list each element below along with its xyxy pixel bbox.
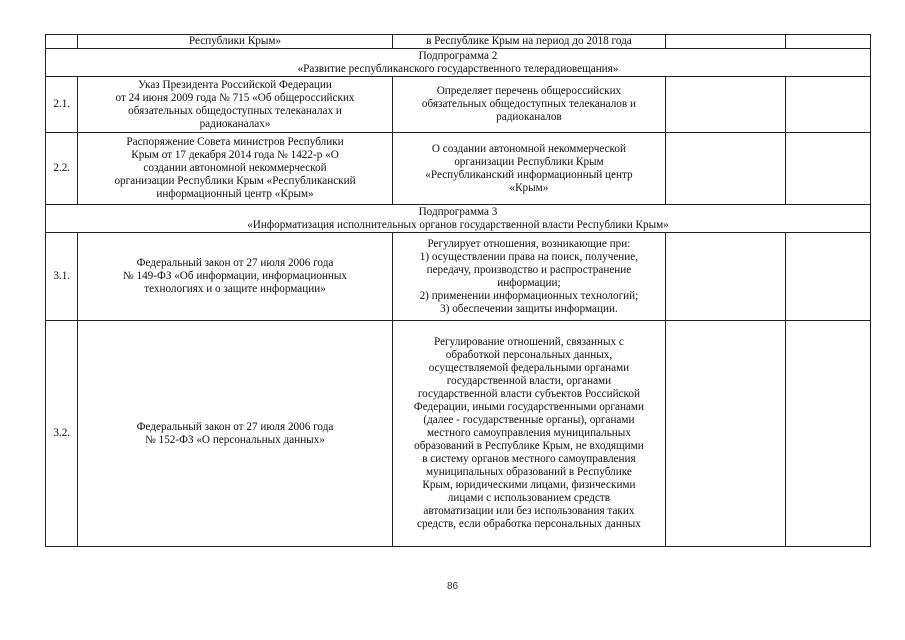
text-line: Федерации, иными государственными органами bbox=[413, 401, 644, 413]
legal-acts-table bbox=[45, 34, 871, 547]
subprogram-name: «Информатизация исполнительных органов государственной власти Республики Крым» bbox=[247, 218, 669, 231]
text-line: местного самоуправления муниципальных bbox=[426, 427, 631, 439]
text-line: Федеральный закон от 27 июля 2006 года bbox=[136, 420, 334, 433]
text-line: Регулирование отношений, связанных с bbox=[434, 336, 624, 348]
text-line: создании автономной некоммерческой bbox=[143, 162, 327, 174]
text-line: Крым, юридическими лицами, физическими bbox=[422, 479, 636, 491]
description-cell bbox=[392, 77, 666, 133]
text-line: Крым от 17 декабря 2014 года № 1422-р «О bbox=[131, 149, 339, 161]
document-cell: Республики Крым» bbox=[78, 35, 392, 49]
subprogram-2-heading bbox=[46, 49, 871, 77]
subprogram-title: Подпрограмма 2 bbox=[418, 49, 498, 62]
document-cell bbox=[78, 321, 392, 547]
subprogram-header bbox=[46, 49, 871, 77]
text-line: муниципальных образований в Республике bbox=[426, 466, 632, 478]
text-line: организации Республики Крым bbox=[454, 155, 604, 168]
table-row bbox=[46, 321, 871, 547]
row-number: 2.1. bbox=[46, 77, 78, 133]
empty-cell bbox=[785, 321, 870, 547]
description-cell bbox=[392, 233, 666, 321]
text-line: 1) осуществлении права на поиск, получение, bbox=[419, 250, 639, 263]
empty-cell bbox=[666, 321, 786, 547]
document-cell bbox=[78, 77, 392, 133]
text-line: государственной власти, органами bbox=[446, 375, 612, 387]
empty-cell bbox=[785, 133, 870, 205]
text-line: от 24 июня 2009 года № 715 «Об общероссийских bbox=[115, 91, 355, 104]
text-line: Распоряжение Совета министров Республики bbox=[126, 136, 344, 148]
description-cell bbox=[392, 133, 666, 205]
text-line: обязательных общедоступных телеканалах и bbox=[128, 104, 342, 117]
text-line: образований в Республике Крым, не входящими bbox=[414, 440, 644, 452]
subprogram-name: «Развитие республиканского государственного телерадиовещания» bbox=[297, 62, 619, 75]
text-line: государственной власти субъектов Российской bbox=[417, 388, 640, 400]
text-line: информации; bbox=[497, 276, 561, 289]
row-number: 3.1. bbox=[46, 233, 78, 321]
description-cell bbox=[392, 321, 666, 547]
empty-cell bbox=[785, 77, 870, 133]
empty-cell bbox=[666, 233, 786, 321]
text-line: Федеральный закон от 27 июля 2006 года bbox=[136, 257, 334, 269]
text-line: обязательных общедоступных телеканалов и bbox=[421, 98, 636, 110]
page-number: 86 bbox=[446, 581, 459, 592]
text-line: «Республиканский информационный центр bbox=[425, 168, 633, 181]
text-line: в систему органов местного самоуправления bbox=[422, 453, 636, 465]
text-line: обработкой персональных данных, bbox=[445, 349, 613, 361]
text-line: № 149-ФЗ «Об информации, информационных bbox=[123, 270, 348, 282]
text-line: автоматизации или без использования таких bbox=[423, 505, 635, 517]
subprogram-3-heading bbox=[46, 205, 871, 233]
text-line: информационный центр «Крым» bbox=[156, 188, 314, 200]
row-number: 2.2. bbox=[46, 133, 78, 205]
text-line: осуществляемой федеральными органами bbox=[428, 362, 630, 374]
text-line: «Крым» bbox=[509, 181, 549, 194]
text-line: Регулирует отношения, возникающие при: bbox=[427, 237, 631, 250]
document-cell bbox=[78, 133, 392, 205]
table-row bbox=[46, 35, 871, 49]
subprogram-title: Подпрограмма 3 bbox=[418, 205, 498, 218]
text-line: технологиях и о защите информации» bbox=[144, 283, 326, 295]
table-row bbox=[46, 133, 871, 205]
row-number bbox=[46, 35, 78, 49]
empty-cell bbox=[666, 77, 786, 133]
row-number: 3.2. bbox=[46, 321, 78, 547]
text-line: организации Республики Крым «Республиканский bbox=[114, 175, 356, 187]
text-line: Указ Президента Российской Федерации bbox=[138, 78, 332, 91]
text-line: О создании автономной некоммерческой bbox=[431, 142, 626, 155]
text-line: 2) применении информационных технологий; bbox=[419, 289, 639, 302]
text-line: радиоканалах» bbox=[199, 117, 271, 130]
empty-cell bbox=[666, 35, 786, 49]
text-line: Определяет перечень общероссийских bbox=[436, 85, 622, 97]
empty-cell bbox=[785, 233, 870, 321]
text-line: передачу, производство и распространение bbox=[426, 263, 632, 276]
document-cell bbox=[78, 233, 392, 321]
text-line: (далее - государственные органы), органами bbox=[423, 414, 635, 426]
table-row bbox=[46, 233, 871, 321]
empty-cell bbox=[666, 133, 786, 205]
subprogram-header bbox=[46, 205, 871, 233]
text-line: средств, если обработка персональных данных bbox=[417, 518, 641, 530]
text-line: лицами с использованием средств bbox=[447, 492, 611, 504]
empty-cell bbox=[785, 35, 870, 49]
text-line: радиоканалов bbox=[496, 111, 562, 123]
table-row bbox=[46, 77, 871, 133]
text-line: 3) обеспечении защиты информации. bbox=[440, 302, 618, 315]
description-cell: в Республике Крым на период до 2018 года bbox=[392, 35, 666, 49]
text-line: № 152-ФЗ «О персональных данных» bbox=[145, 433, 325, 446]
